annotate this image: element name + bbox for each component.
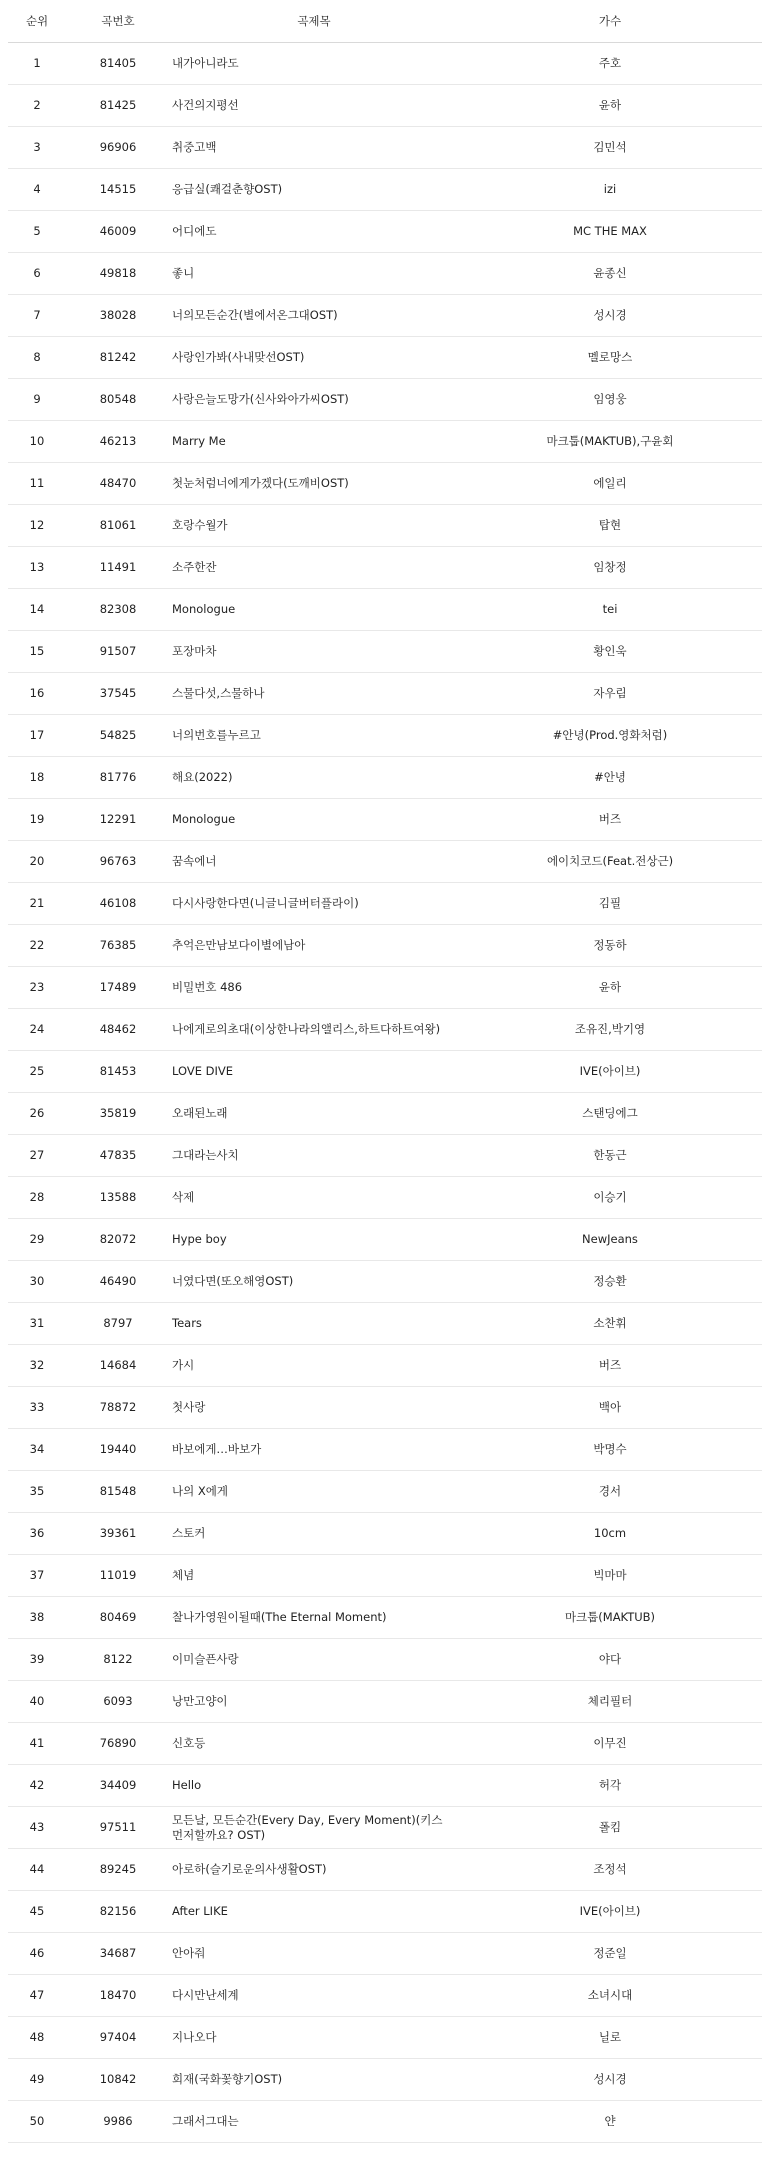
cell-artist: 조유진,박기영 [458,1009,762,1051]
cell-artist: 경서 [458,1471,762,1513]
cell-rank: 14 [8,589,66,631]
table-row [8,463,762,505]
cell-rank: 29 [8,1219,66,1261]
cell-song-title: 나에게로의초대(이상한나라의앨리스,하트다하트여왕) [170,1009,458,1051]
cell-rank: 8 [8,337,66,379]
cell-song-title: 삭제 [170,1177,458,1219]
table-row [8,2017,762,2059]
cell-song-title: 호랑수월가 [170,505,458,547]
cell-song-number: 76385 [66,925,170,967]
cell-song-number: 10842 [66,2059,170,2101]
cell-rank: 7 [8,295,66,337]
cell-rank: 10 [8,421,66,463]
table-row [8,1723,762,1765]
cell-song-title: 지나오다 [170,2017,458,2059]
cell-artist: 이승기 [458,1177,762,1219]
cell-artist: 허각 [458,1765,762,1807]
cell-song-title: 너의번호를누르고 [170,715,458,757]
cell-song-title: 포장마차 [170,631,458,673]
cell-song-number: 46213 [66,421,170,463]
table-row [8,169,762,211]
cell-song-title: After LIKE [170,1891,458,1933]
table-row [8,1429,762,1471]
table-row [8,2101,762,2143]
cell-rank: 30 [8,1261,66,1303]
cell-song-number: 82156 [66,1891,170,1933]
cell-song-number: 76890 [66,1723,170,1765]
cell-song-number: 78872 [66,1387,170,1429]
cell-song-title: 희재(국화꽃향기OST) [170,2059,458,2101]
cell-song-title: 추억은만남보다이별에남아 [170,925,458,967]
cell-artist: 자우림 [458,673,762,715]
cell-artist: #안녕(Prod.영화처럼) [458,715,762,757]
cell-rank: 9 [8,379,66,421]
cell-artist: 윤종신 [458,253,762,295]
table-row [8,1303,762,1345]
cell-rank: 46 [8,1933,66,1975]
cell-artist: 스탠딩에그 [458,1093,762,1135]
cell-song-title: Monologue [170,799,458,841]
cell-artist: 에일리 [458,463,762,505]
cell-rank: 12 [8,505,66,547]
table-row [8,337,762,379]
cell-song-number: 37545 [66,673,170,715]
cell-song-title: 해요(2022) [170,757,458,799]
cell-artist: 윤하 [458,85,762,127]
cell-song-title: 바보에게…바보가 [170,1429,458,1471]
table-row [8,1135,762,1177]
cell-song-title: 가시 [170,1345,458,1387]
cell-song-number: 11019 [66,1555,170,1597]
cell-artist: 에이치코드(Feat.전상근) [458,841,762,883]
cell-rank: 6 [8,253,66,295]
table-row [8,757,762,799]
cell-artist: 임창정 [458,547,762,589]
cell-song-title: 그래서그대는 [170,2101,458,2143]
cell-rank: 26 [8,1093,66,1135]
cell-rank: 11 [8,463,66,505]
cell-artist: 멜로망스 [458,337,762,379]
cell-artist: 빅마마 [458,1555,762,1597]
cell-song-title: 나의 X에게 [170,1471,458,1513]
cell-song-title: 아로하(슬기로운의사생활OST) [170,1849,458,1891]
cell-artist: NewJeans [458,1219,762,1261]
cell-song-title: 너의모든순간(별에서온그대OST) [170,295,458,337]
cell-song-title: 스토커 [170,1513,458,1555]
cell-rank: 19 [8,799,66,841]
table-row [8,85,762,127]
header-artist: 가수 [458,0,762,43]
table-row [8,1597,762,1639]
cell-rank: 17 [8,715,66,757]
header-row [8,0,762,43]
cell-song-title: 사랑인가봐(사내맞선OST) [170,337,458,379]
cell-artist: tei [458,589,762,631]
table-row [8,1933,762,1975]
cell-rank: 21 [8,883,66,925]
cell-rank: 35 [8,1471,66,1513]
cell-song-title: 이미슬픈사랑 [170,1639,458,1681]
cell-rank: 40 [8,1681,66,1723]
cell-song-title: 첫사랑 [170,1387,458,1429]
cell-artist: 박명수 [458,1429,762,1471]
cell-artist: 김민석 [458,127,762,169]
table-row [8,1051,762,1093]
table-row [8,967,762,1009]
cell-song-number: 34687 [66,1933,170,1975]
cell-song-number: 89245 [66,1849,170,1891]
table-row [8,211,762,253]
cell-song-title: 비밀번호 486 [170,967,458,1009]
cell-artist: MC THE MAX [458,211,762,253]
cell-song-title: 사건의지평선 [170,85,458,127]
cell-artist: 김필 [458,883,762,925]
cell-rank: 16 [8,673,66,715]
table-header [8,0,762,43]
cell-song-number: 8122 [66,1639,170,1681]
cell-rank: 37 [8,1555,66,1597]
table-row [8,883,762,925]
cell-rank: 41 [8,1723,66,1765]
cell-artist: 한동근 [458,1135,762,1177]
cell-rank: 25 [8,1051,66,1093]
cell-rank: 28 [8,1177,66,1219]
cell-song-number: 97511 [66,1807,170,1849]
cell-rank: 32 [8,1345,66,1387]
cell-rank: 15 [8,631,66,673]
cell-song-title: 오래된노래 [170,1093,458,1135]
table-row [8,1639,762,1681]
cell-artist: 소녀시대 [458,1975,762,2017]
cell-song-title: 어디에도 [170,211,458,253]
cell-song-title: 첫눈처럼너에게가겠다(도깨비OST) [170,463,458,505]
cell-rank: 31 [8,1303,66,1345]
cell-artist: 백아 [458,1387,762,1429]
cell-song-number: 48462 [66,1009,170,1051]
cell-rank: 5 [8,211,66,253]
table-row [8,1891,762,1933]
cell-song-number: 17489 [66,967,170,1009]
table-row [8,631,762,673]
cell-song-number: 8797 [66,1303,170,1345]
cell-artist: 소찬휘 [458,1303,762,1345]
cell-song-title: 소주한잔 [170,547,458,589]
cell-artist: 윤하 [458,967,762,1009]
cell-artist: 얀 [458,2101,762,2143]
cell-song-number: 19440 [66,1429,170,1471]
cell-rank: 39 [8,1639,66,1681]
cell-song-title: LOVE DIVE [170,1051,458,1093]
cell-artist: 정준일 [458,1933,762,1975]
table-row [8,1093,762,1135]
table-row [8,1975,762,2017]
cell-rank: 13 [8,547,66,589]
cell-rank: 50 [8,2101,66,2143]
cell-song-number: 14515 [66,169,170,211]
cell-song-number: 82072 [66,1219,170,1261]
cell-song-title: 좋니 [170,253,458,295]
table-row [8,421,762,463]
cell-song-number: 81776 [66,757,170,799]
cell-song-number: 97404 [66,2017,170,2059]
header-rank: 순위 [8,0,66,43]
cell-song-number: 82308 [66,589,170,631]
table-row [8,253,762,295]
cell-song-number: 9986 [66,2101,170,2143]
cell-song-number: 48470 [66,463,170,505]
cell-artist: IVE(아이브) [458,1051,762,1093]
cell-song-title: 너였다면(또오해영OST) [170,1261,458,1303]
cell-song-title: Marry Me [170,421,458,463]
cell-song-title: Hype boy [170,1219,458,1261]
cell-song-number: 80548 [66,379,170,421]
cell-song-title: 사랑은늘도망가(신사와아가씨OST) [170,379,458,421]
cell-artist: 야다 [458,1639,762,1681]
cell-rank: 38 [8,1597,66,1639]
cell-artist: 황인욱 [458,631,762,673]
table-row [8,1513,762,1555]
cell-artist: izi [458,169,762,211]
cell-song-number: 96763 [66,841,170,883]
cell-song-number: 81061 [66,505,170,547]
cell-rank: 44 [8,1849,66,1891]
table-row [8,715,762,757]
table-row [8,1681,762,1723]
cell-artist: 정동하 [458,925,762,967]
cell-song-number: 46490 [66,1261,170,1303]
cell-song-title: 내가아니라도 [170,43,458,85]
table-row [8,547,762,589]
cell-rank: 18 [8,757,66,799]
table-row [8,1471,762,1513]
cell-song-number: 38028 [66,295,170,337]
cell-artist: 마크툽(MAKTUB) [458,1597,762,1639]
cell-rank: 1 [8,43,66,85]
cell-song-title: 꿈속에너 [170,841,458,883]
table-row [8,379,762,421]
cell-artist: 임영웅 [458,379,762,421]
table-row [8,1765,762,1807]
table-row [8,2059,762,2101]
cell-song-title: 취중고백 [170,127,458,169]
table-row [8,127,762,169]
cell-song-title: 스물다섯,스물하나 [170,673,458,715]
cell-song-number: 49818 [66,253,170,295]
cell-song-title: 모든날, 모든순간(Every Day, Every Moment)(키스먼저할까요? OST) [170,1807,458,1849]
cell-artist: 성시경 [458,2059,762,2101]
table-row [8,589,762,631]
cell-song-number: 35819 [66,1093,170,1135]
cell-song-title: 낭만고양이 [170,1681,458,1723]
table-row [8,1009,762,1051]
table-body [8,43,762,2143]
cell-song-title: 다시사랑한다면(니글니글버터플라이) [170,883,458,925]
cell-song-number: 6093 [66,1681,170,1723]
cell-song-number: 39361 [66,1513,170,1555]
table-row [8,1807,762,1849]
cell-song-title: 안아줘 [170,1933,458,1975]
cell-song-number: 11491 [66,547,170,589]
cell-song-number: 47835 [66,1135,170,1177]
cell-song-number: 96906 [66,127,170,169]
cell-rank: 45 [8,1891,66,1933]
table-row [8,505,762,547]
cell-song-number: 81405 [66,43,170,85]
cell-song-title: Tears [170,1303,458,1345]
cell-rank: 43 [8,1807,66,1849]
header-song-title: 곡제목 [170,0,458,43]
cell-artist: 주호 [458,43,762,85]
cell-artist: 탑현 [458,505,762,547]
cell-song-number: 81242 [66,337,170,379]
cell-rank: 2 [8,85,66,127]
table-row [8,1849,762,1891]
table-row [8,799,762,841]
table-row [8,295,762,337]
cell-artist: 체리필터 [458,1681,762,1723]
table-row [8,1261,762,1303]
cell-rank: 48 [8,2017,66,2059]
cell-rank: 20 [8,841,66,883]
cell-artist: 마크툽(MAKTUB),구윤회 [458,421,762,463]
cell-artist: 조정석 [458,1849,762,1891]
cell-artist: 10cm [458,1513,762,1555]
cell-artist: 버즈 [458,1345,762,1387]
cell-rank: 33 [8,1387,66,1429]
karaoke-chart-table [8,0,762,2143]
cell-song-title: 응급실(쾌걸춘향OST) [170,169,458,211]
cell-song-number: 12291 [66,799,170,841]
cell-rank: 42 [8,1765,66,1807]
cell-song-title: 그대라는사치 [170,1135,458,1177]
table-row [8,841,762,883]
cell-rank: 47 [8,1975,66,2017]
cell-rank: 36 [8,1513,66,1555]
cell-song-number: 54825 [66,715,170,757]
cell-song-number: 81425 [66,85,170,127]
cell-song-title: 찰나가영원이될때(The Eternal Moment) [170,1597,458,1639]
cell-song-title: 다시만난세계 [170,1975,458,2017]
cell-rank: 34 [8,1429,66,1471]
cell-rank: 27 [8,1135,66,1177]
cell-artist: 닐로 [458,2017,762,2059]
cell-song-title: 신호등 [170,1723,458,1765]
cell-rank: 49 [8,2059,66,2101]
cell-song-number: 34409 [66,1765,170,1807]
cell-song-number: 14684 [66,1345,170,1387]
cell-song-title: Monologue [170,589,458,631]
cell-song-title: Hello [170,1765,458,1807]
cell-rank: 23 [8,967,66,1009]
cell-rank: 4 [8,169,66,211]
cell-artist: 정승환 [458,1261,762,1303]
cell-song-number: 46108 [66,883,170,925]
table-row [8,1177,762,1219]
cell-rank: 3 [8,127,66,169]
table-row [8,43,762,85]
cell-song-number: 46009 [66,211,170,253]
cell-rank: 24 [8,1009,66,1051]
cell-artist: #안녕 [458,757,762,799]
header-song-number: 곡번호 [66,0,170,43]
table-row [8,673,762,715]
cell-song-number: 13588 [66,1177,170,1219]
table-row [8,925,762,967]
cell-artist: IVE(아이브) [458,1891,762,1933]
table-row [8,1555,762,1597]
cell-song-title: 체념 [170,1555,458,1597]
cell-song-number: 80469 [66,1597,170,1639]
table-row [8,1219,762,1261]
cell-song-number: 18470 [66,1975,170,2017]
table-row [8,1387,762,1429]
cell-song-number: 81453 [66,1051,170,1093]
cell-song-number: 91507 [66,631,170,673]
cell-artist: 이무진 [458,1723,762,1765]
table-row [8,1345,762,1387]
cell-artist: 성시경 [458,295,762,337]
cell-artist: 버즈 [458,799,762,841]
cell-artist: 폴킴 [458,1807,762,1849]
cell-song-number: 81548 [66,1471,170,1513]
cell-rank: 22 [8,925,66,967]
